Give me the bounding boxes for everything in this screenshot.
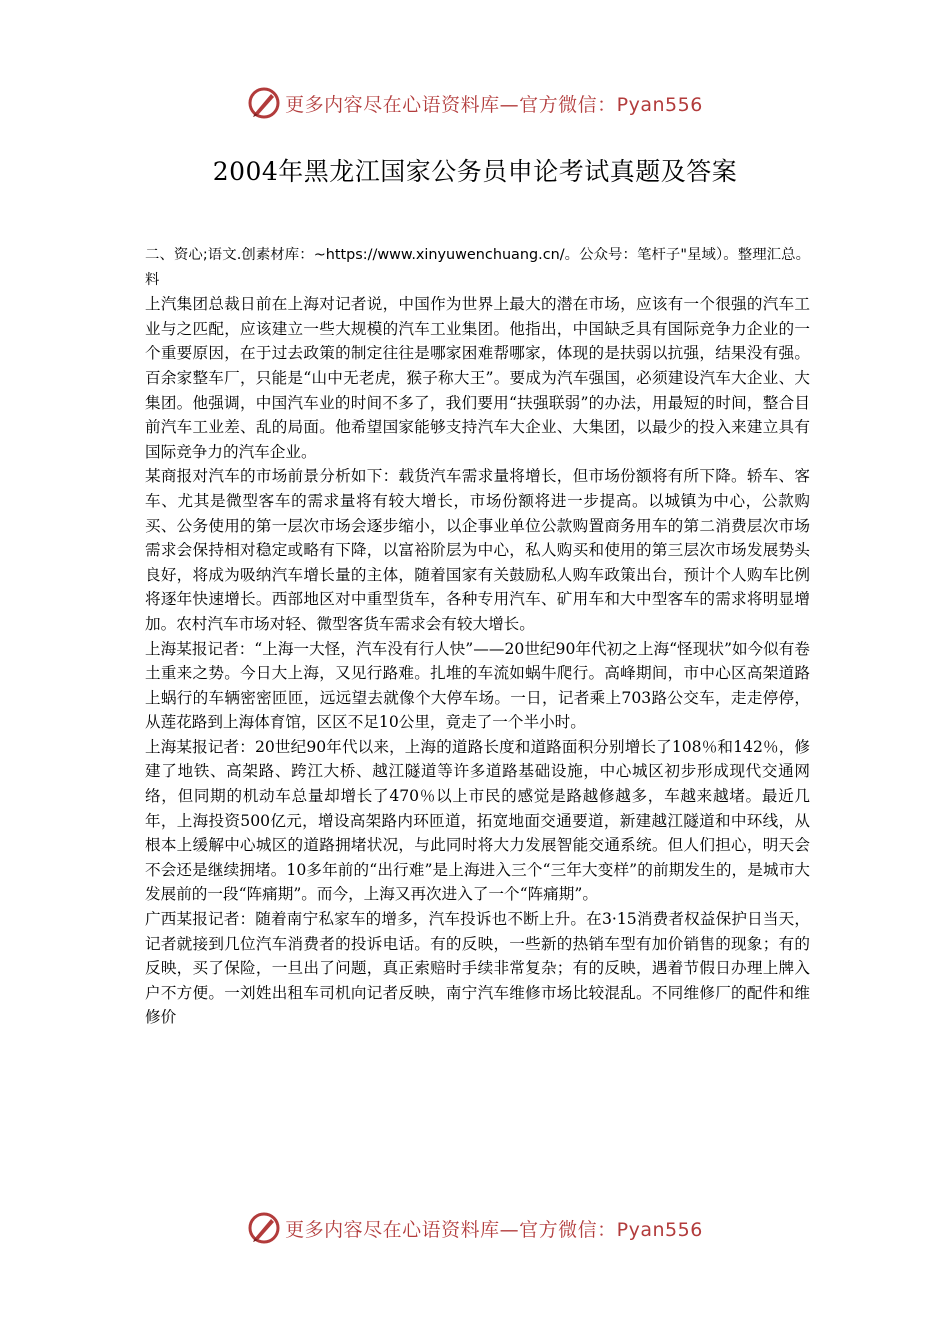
header-watermark-banner [0, 83, 950, 123]
paragraph-3: 上海某报记者：“上海一大怪，汽车没有行人快”——20世纪90年代初之上海“怪现状”如今似有卷土重来之势。今日大上海，又见行路难。扎堆的车流如蜗牛爬行。高峰期间，市中心区高架道路上蜗行的车辆密密匝匝，远远望去就像个大停车场。一日，记者乘上703路公交车，走走停停，从莲花路到上海体育馆，区区不足10公里，竟走了一个半小时。 [145, 639, 810, 732]
footer-watermark-banner [0, 1208, 950, 1248]
watermark-text: 更多内容尽在心语资料库—官方微信：Pyan556 [285, 93, 703, 116]
paragraph-4: 上海某报记者：20世纪90年代以来，上海的道路长度和道路面积分别增长了108％和142％，修建了地铁、高架路、跨江大桥、越江隧道等许多道路基础设施，中心城区初步形成现代交通网络，但同期的机动车总量却增长了470％以上市民的感觉是路越修越多，车越来越堵。最近几年，上海投资500亿元，增设高架路内环匝道，拓宽地面交通要道，新建越江隧道和中环线，从根本上缓解中心城区的道路拥堵状况，与此同时将大力发展智能交通系统。但人们担心，明天会不会还是继续拥堵。10多年前的“出行难”是上海进入三个“三年大变样”的前期发生的，是城市大发展前的一段“阵痛期”。而今，上海又再次进入了一个“阵痛期”。 [145, 737, 810, 904]
paragraph-1: 上汽集团总裁日前在上海对记者说，中国作为世界上最大的潜在市场，应该有一个很强的汽车工业与之匹配，应该建立一些大规模的汽车工业集团。他指出，中国缺乏具有国际竞争力企业的一个重要原因，在于过去政策的制定往往是哪家困难帮哪家，体现的是扶弱以抗强，结果没有强。百余家整车厂，只能是“山中无老虎，猴子称大王”。要成为汽车强国，必须建设汽车大企业、大集团。他强调，中国汽车业的时间不多了，我们要用“扶强联弱”的办法，用最短的时间，整合目前汽车工业差、乱的局面。他希望国家能够支持汽车大企业、大集团，以最少的投入来建立具有国际竞争力的汽车企业。 [145, 295, 810, 461]
source-note: 二、资心;语文.创素材库：~https://www.xinyuwenchuang.cn/。公众号：笔杆子"星域）。整理汇总。料 [145, 247, 810, 288]
watermark-text: 更多内容尽在心语资料库—官方微信：Pyan556 [285, 1218, 703, 1241]
paragraph-5: 广西某报记者：随着南宁私家车的增多，汽车投诉也不断上升。在3·15消费者权益保护日当天，记者就接到几位汽车消费者的投诉电话。有的反映，一些新的热销车型有加价销售的现象；有的反映，买了保险，一旦出了问题，真正索赔时手续非常复杂；有的反映，遇着节假日办理上牌入户不方便。一刘姓出租车司机向记者反映，南宁汽车维修市场比较混乱。不同维修厂的配件和维修价 [145, 910, 810, 1027]
pen-circle-logo-icon [247, 86, 281, 120]
paragraph-2: 某商报对汽车的市场前景分析如下：载货汽车需求量将增长，但市场份额将有所下降。轿车、客车、尤其是微型客车的需求量将有较大增长，市场份额将进一步提高。以城镇为中心，公款购买、公务使用的第一层次市场会逐步缩小，以企事业单位公款购置商务用车的第二消费层次市场需求会保持相对稳定或略有下降，以富裕阶层为中心，私人购买和使用的第三层次市场发展势头良好，将成为吸纳汽车增长量的主体，随着国家有关鼓励私人购车政策出台，预计个人购车比例将逐年快速增长。西部地区对中重型货车，各种专用汽车、矿用车和大中型客车的需求将明显增加。农村汽车市场对轻、微型客货车需求会有较大增长。 [145, 467, 810, 633]
document-body [145, 243, 810, 1030]
document-title: 2004年黑龙江国家公务员申论考试真题及答案 [212, 157, 738, 186]
pen-circle-logo-icon [247, 1211, 281, 1245]
